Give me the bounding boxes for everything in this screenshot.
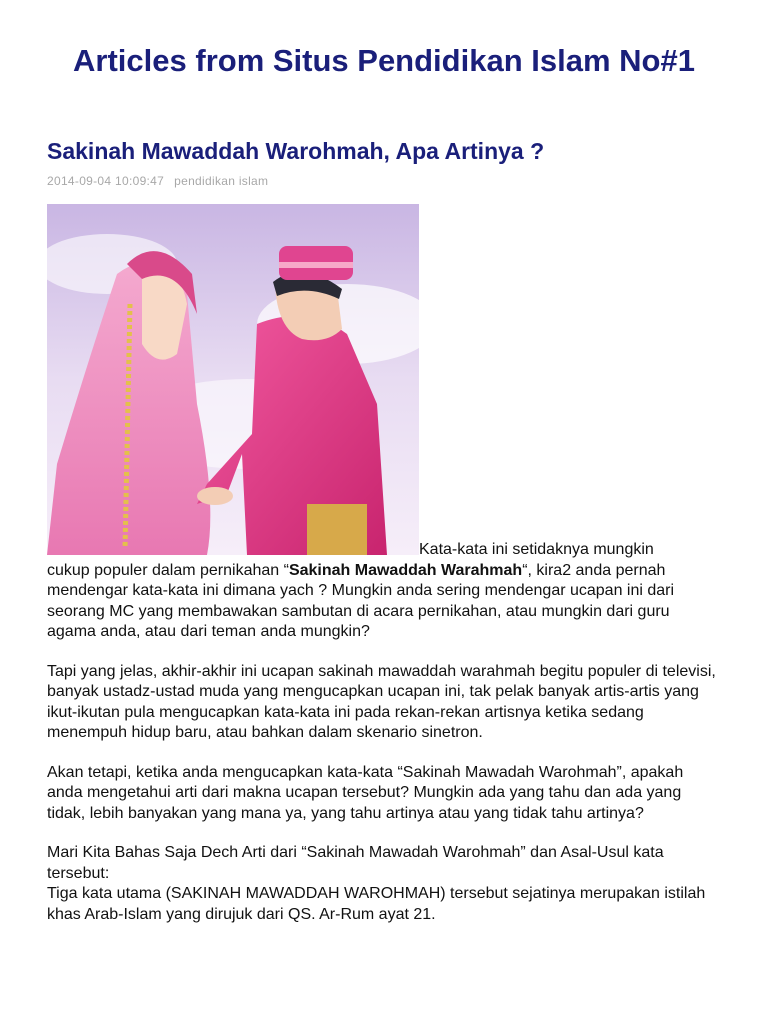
site-title: Articles from Situs Pendidikan Islam No#1	[73, 43, 695, 78]
article-body	[47, 540, 719, 944]
paragraph-4-line-2: Tiga kata utama (SAKINAH MAWADDAH WAROHMAH) tersebut sejatinya merupakan istilah khas Arab-Islam yang dirujuk dari QS. Ar-Rum ayat 21.	[47, 885, 706, 923]
paragraph-1-text-b: “, kira2 anda pernah mendengar kata-kata ini dimana yach ? Mungkin anda sering mendengar ucapan ini dari seorang MC yang membawakan sambutan di acara pernikahan, atau mungkin dari guru agama anda, atau dari teman anda mungkin?	[47, 561, 675, 640]
paragraph-2: Tapi yang jelas, akhir-akhir ini ucapan sakinah mawaddah warahmah begitu populer di televisi, banyak ustadz-ustad muda yang mengucapkan ucapan ini, tak pelak banyak artis-artis yang ikut-ikutan pula mengucapkan kata-kata ini pada rekan-rekan artisnya ketika sedang menempuh hidup baru, atau bahkan dalam skenario sinetron.	[47, 662, 716, 741]
article-meta	[47, 174, 268, 188]
paragraph-4	[47, 843, 719, 925]
wedding-couple-illustration-icon	[47, 204, 419, 555]
paragraph-3: Akan tetapi, ketika anda mengucapkan kata-kata “Sakinah Mawadah Warohmah”, apakah anda mengetahui arti dari makna ucapan tersebut? Mungkin ada yang tahu dan ada yang tidak, lebih banyakan yang mana ya, yang tahu artinya atau yang tidak tahu artinya?	[47, 763, 684, 822]
paragraph-1	[47, 540, 719, 643]
paragraph-4-line-1: Mari Kita Bahas Saja Dech Arti dari “Sakinah Mawadah Warohmah” dan Asal-Usul kata tersebut:	[47, 844, 664, 882]
article-date: 2014-09-04 10:09:47	[47, 174, 165, 188]
paragraph-1-line-1: Kata-kata ini setidaknya mungkin	[419, 541, 654, 558]
article-title[interactable]: Sakinah Mawaddah Warohmah, Apa Artinya ?	[47, 138, 545, 164]
article-category[interactable]: pendidikan islam	[174, 174, 269, 188]
paragraph-1-text-a: cukup populer dalam pernikahan “	[47, 561, 289, 579]
paragraph-1-bold: Sakinah Mawaddah Warahmah	[288, 561, 523, 579]
